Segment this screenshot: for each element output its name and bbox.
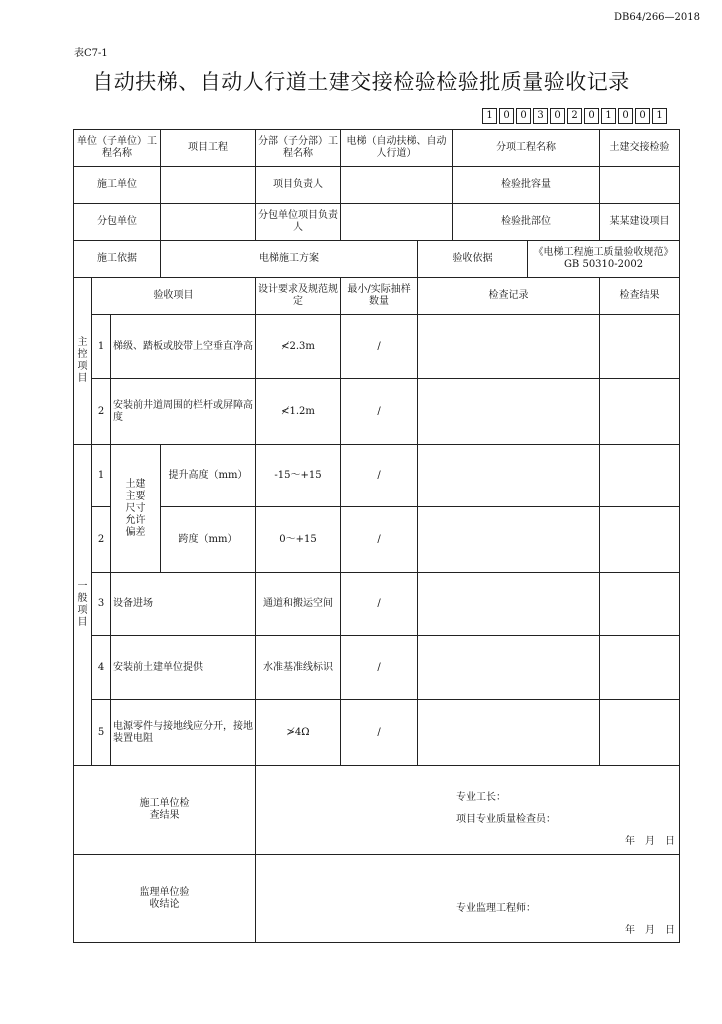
subcontractor-label: 分包单位	[74, 204, 161, 241]
row-record[interactable]	[418, 379, 600, 445]
row-number: 3	[92, 573, 111, 636]
subitem-label: 分项工程名称	[453, 130, 600, 167]
row-design: ≮2.3m	[256, 315, 341, 379]
row-item: 安装前井道周围的栏杆或屏障高度	[111, 379, 256, 445]
acceptance-basis-value	[528, 241, 680, 278]
batch-capacity-label: 检验批容量	[453, 167, 600, 204]
date-label: 年 月 日	[625, 836, 676, 847]
row-result[interactable]	[600, 507, 680, 573]
code-digit: 0	[516, 108, 531, 124]
code-digit: 0	[618, 108, 633, 124]
row-number: 2	[92, 507, 111, 573]
table-row	[74, 315, 680, 379]
batch-capacity-value	[600, 167, 680, 204]
basis-label: 施工依据	[74, 241, 161, 278]
code-digit: 1	[482, 108, 497, 124]
code-digit: 0	[499, 108, 514, 124]
dim-group-label: 土建主要尺寸允许偏差	[125, 478, 146, 538]
row-record[interactable]	[418, 315, 600, 379]
row-record[interactable]	[418, 636, 600, 700]
batch-location-label: 检验批部位	[453, 204, 600, 241]
qc-label: 项目专业质量检查员：	[456, 814, 557, 825]
form-number: 表C7-1	[74, 48, 108, 59]
row-design: ≯4Ω	[256, 700, 341, 766]
code-digit: 1	[601, 108, 616, 124]
dim-group	[111, 445, 161, 573]
table-row	[74, 507, 680, 573]
division-label: 分部（子分部）工程名称	[256, 130, 341, 167]
col-record-header: 检查记录	[418, 278, 600, 315]
table-row	[74, 636, 680, 700]
main-items-group	[74, 278, 92, 445]
row-record[interactable]	[418, 507, 600, 573]
supervisor-label	[74, 855, 256, 943]
code-digit: 2	[567, 108, 582, 124]
supervisor-text: 监理单位验收结论	[139, 886, 190, 910]
subcontractor-value	[161, 204, 256, 241]
table-row	[74, 573, 680, 636]
contractor-check-area[interactable]	[256, 766, 680, 855]
subitem-value: 土建交接检验	[600, 130, 680, 167]
row-record[interactable]	[418, 573, 600, 636]
engineer-label: 专业监理工程师：	[456, 903, 537, 914]
unit-label: 单位（子单位）工程名称	[74, 130, 161, 167]
code-digit: 1	[652, 108, 667, 124]
pm-value	[341, 167, 453, 204]
row-number: 4	[92, 636, 111, 700]
table-row	[74, 445, 680, 507]
row-result[interactable]	[600, 700, 680, 766]
main-items-label: 主控项目	[77, 337, 88, 384]
code-digit: 0	[584, 108, 599, 124]
row-design: 0～+15	[256, 507, 341, 573]
row-sample: /	[341, 573, 418, 636]
row-item: 电源零件与接地线应分开，接地装置电阻	[111, 700, 256, 766]
row-item: 提升高度（mm）	[161, 445, 256, 507]
pm-label: 项目负责人	[256, 167, 341, 204]
inspection-table	[73, 129, 680, 943]
row-result[interactable]	[600, 573, 680, 636]
contractor-label: 施工单位	[74, 167, 161, 204]
general-items-group	[74, 445, 92, 766]
row-item: 安装前土建单位提供	[111, 636, 256, 700]
row-design: -15～+15	[256, 445, 341, 507]
table-row	[74, 700, 680, 766]
col-result-header: 检查结果	[600, 278, 680, 315]
row-sample: /	[341, 636, 418, 700]
row-sample: /	[341, 445, 418, 507]
standard-code: DB64/266—2018	[614, 12, 700, 23]
row-number: 5	[92, 700, 111, 766]
sub-pm-label: 分包单位项目负责人	[256, 204, 341, 241]
code-digit: 3	[533, 108, 548, 124]
contractor-value	[161, 167, 256, 204]
contractor-check-text: 施工单位检查结果	[139, 798, 190, 821]
basis-value: 电梯施工方案	[161, 241, 418, 278]
sub-pm-value	[341, 204, 453, 241]
row-design: 水准基准线标识	[256, 636, 341, 700]
row-item: 梯级、踏板或胶带上空垂直净高	[111, 315, 256, 379]
unit-value: 项目工程	[161, 130, 256, 167]
row-sample: /	[341, 700, 418, 766]
page-title: 自动扶梯、自动人行道土建交接检验检验批质量验收记录	[92, 70, 630, 94]
row-number: 1	[92, 315, 111, 379]
division-value: 电梯（自动扶梯、自动人行道）	[341, 130, 453, 167]
foreman-label: 专业工长：	[456, 792, 507, 803]
row-result[interactable]	[600, 636, 680, 700]
general-items-label: 一般项目	[77, 581, 88, 628]
acceptance-basis-line-1: 《电梯工程施工质量验收规范》	[533, 247, 674, 258]
row-sample: /	[341, 315, 418, 379]
row-result[interactable]	[600, 445, 680, 507]
row-sample: /	[341, 507, 418, 573]
date-label-2: 年 月 日	[625, 925, 676, 936]
table-row	[74, 379, 680, 445]
acceptance-basis-line-2: GB 50310-2002	[563, 259, 644, 270]
col-design-header: 设计要求及规范规定	[256, 278, 341, 315]
row-item: 跨度（mm）	[161, 507, 256, 573]
supervisor-area[interactable]	[256, 855, 680, 943]
code-digit: 0	[635, 108, 650, 124]
acceptance-basis-label: 验收依据	[418, 241, 528, 278]
row-item: 设备进场	[111, 573, 256, 636]
col-item-header: 验收项目	[92, 278, 256, 315]
row-result[interactable]	[600, 315, 680, 379]
row-number: 1	[92, 445, 111, 507]
row-number: 2	[92, 379, 111, 445]
row-design: 通道和搬运空间	[256, 573, 341, 636]
batch-code	[480, 108, 667, 124]
contractor-check-label	[74, 766, 256, 855]
code-digit: 0	[550, 108, 565, 124]
row-sample: /	[341, 379, 418, 445]
row-design: ≮1.2m	[256, 379, 341, 445]
batch-location-value: 某某建设项目	[600, 204, 680, 241]
row-record[interactable]	[418, 700, 600, 766]
row-result[interactable]	[600, 379, 680, 445]
col-sample-header: 最小/实际抽样数量	[341, 278, 418, 315]
row-record[interactable]	[418, 445, 600, 507]
